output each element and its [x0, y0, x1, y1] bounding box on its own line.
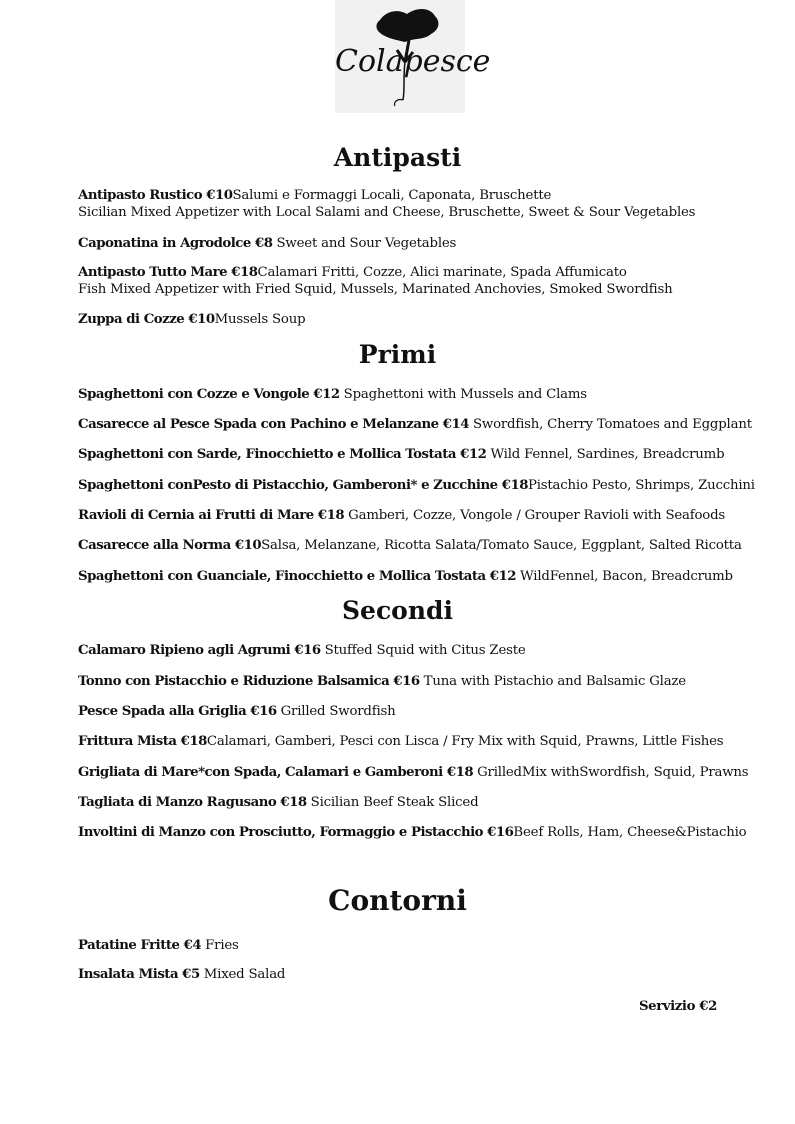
menu-item	[78, 824, 747, 841]
item-name: Antipasto Tutto Mare €18	[78, 265, 258, 280]
item-name: Frittura Mista €18	[78, 734, 207, 749]
menu-item	[78, 764, 749, 781]
item-desc: Fries	[201, 938, 239, 953]
item-name: Spaghettoni con Guanciale, Finocchietto e Mollica Tostata €12	[78, 569, 517, 584]
item-desc: GrilledMix withSwordfish, Squid, Prawns	[473, 765, 749, 780]
item-name: Grigliata di Mare*con Spada, Calamari e Gamberoni €18	[78, 765, 474, 780]
item-name: Caponatina in Agrodolce €8	[78, 236, 273, 251]
menu-item	[78, 311, 738, 328]
item-desc: Salsa, Melanzane, Ricotta Salata/Tomato Sauce, Eggplant, Salted Ricotta	[261, 538, 742, 553]
menu-item	[78, 235, 738, 252]
menu-item	[78, 703, 738, 720]
item-name: Pesce Spada alla Griglia €16	[78, 704, 277, 719]
menu-item	[78, 477, 755, 494]
menu-item	[78, 446, 738, 463]
menu-item	[78, 673, 738, 690]
section-title-antipasti: Antipasti	[333, 143, 462, 172]
item-desc: Spaghettoni with Mussels and Clams	[339, 387, 587, 402]
item-name: Calamaro Ripieno agli Agrumi €16	[78, 643, 321, 658]
item-desc: Stuffed Squid with Citus Zeste	[320, 643, 526, 658]
item-name: Casarecce alla Norma €10	[78, 538, 262, 553]
item-desc: Mixed Salad	[199, 967, 286, 982]
item-desc: Swordfish, Cherry Tomatoes and Eggplant	[468, 417, 752, 432]
menu-item	[78, 966, 738, 983]
menu-item	[78, 187, 738, 221]
item-desc: Salumi e Formaggi Locali, Caponata, Bruschette	[232, 188, 552, 203]
menu-item	[78, 794, 738, 811]
section-title-secondi: Secondi	[341, 596, 453, 625]
item-desc: Pistachio Pesto, Shrimps, Zucchini	[527, 478, 755, 493]
item-name: Casarecce al Pesce Spada con Pachino e Melanzane €14	[78, 417, 469, 432]
menu-item	[78, 642, 738, 659]
menu-item	[78, 507, 738, 524]
item-desc: Sicilian Beef Steak Sliced	[306, 795, 479, 810]
item-name: Insalata Mista €5	[78, 967, 200, 982]
item-desc: Calamari, Gamberi, Pesci con Lisca / Fry Mix with Squid, Prawns, Little Fishes	[206, 734, 724, 749]
item-desc: Calamari Fritti, Cozze, Alici marinate, Spada Affumicato	[257, 265, 627, 280]
item-desc: Gamberi, Cozze, Vongole / Grouper Ravioli with Seafoods	[344, 508, 726, 523]
item-desc: Beef Rolls, Ham, Cheese&Pistachio	[513, 825, 747, 840]
brand-name: Colapesce	[335, 44, 491, 79]
item-name: Tonno con Pistacchio e Riduzione Balsamica €16	[78, 674, 420, 689]
menu-item	[78, 537, 742, 554]
menu-item	[78, 264, 738, 298]
logo	[335, 0, 491, 113]
menu-item	[78, 937, 738, 954]
item-desc: Grilled Swordfish	[276, 704, 396, 719]
item-name: Tagliata di Manzo Ragusano €18	[78, 795, 307, 810]
item-desc: Mussels Soup	[214, 312, 306, 327]
item-name: Involtini di Manzo con Prosciutto, Formaggio e Pistacchio €16	[78, 825, 514, 840]
menu-item	[78, 733, 738, 750]
item-desc: Wild Fennel, Sardines, Breadcrumb	[486, 447, 725, 462]
item-translation: Sicilian Mixed Appetizer with Local Salami and Cheese, Bruschette, Sweet & Sour Vegetables	[78, 205, 696, 220]
item-name: Spaghettoni con Cozze e Vongole €12	[78, 387, 340, 402]
item-translation: Fish Mixed Appetizer with Fried Squid, Mussels, Marinated Anchovies, Smoked Swordfish	[78, 282, 673, 297]
item-desc: Sweet and Sour Vegetables	[272, 236, 457, 251]
item-desc: WildFennel, Bacon, Breadcrumb	[516, 569, 733, 584]
item-name: Zuppa di Cozze €10	[78, 312, 215, 327]
service-charge: Servizio €2	[638, 999, 717, 1014]
item-name: Spaghettoni con Sarde, Finocchietto e Mollica Tostata €12	[78, 447, 487, 462]
menu-item	[78, 568, 738, 585]
item-name: Patatine Fritte €4	[78, 938, 202, 953]
section-title-contorni: Contorni	[328, 884, 467, 917]
section-title-primi: Primi	[358, 340, 437, 369]
item-desc: Tuna with Pistachio and Balsamic Glaze	[419, 674, 686, 689]
item-name: Spaghettoni conPesto di Pistacchio, Gamberoni* e Zucchine €18	[78, 478, 528, 493]
item-name: Antipasto Rustico €10	[78, 188, 233, 203]
menu-item	[78, 386, 738, 403]
item-name: Ravioli di Cernia ai Frutti di Mare €18	[78, 508, 345, 523]
menu-item	[78, 416, 752, 433]
